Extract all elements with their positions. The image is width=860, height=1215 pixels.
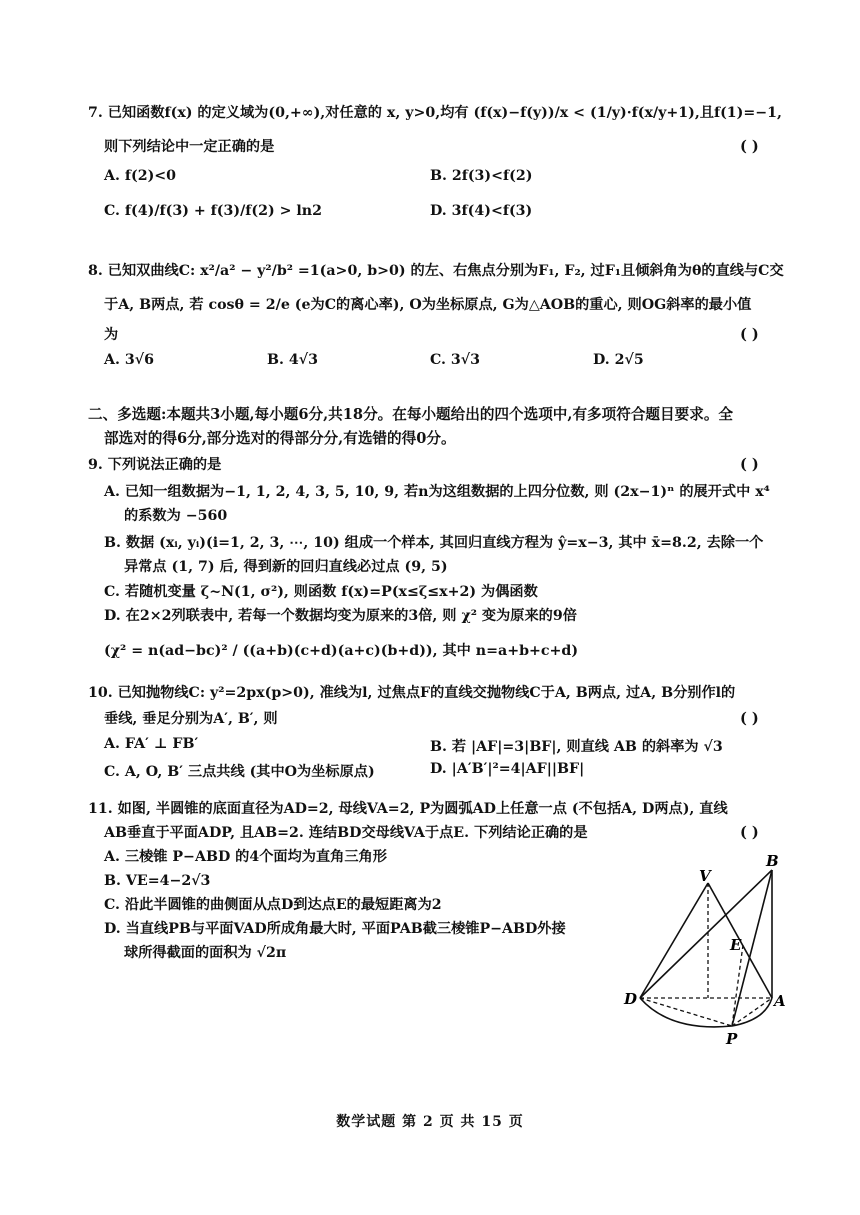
q7-option-b: B. 2f(3)<f(2) (430, 168, 533, 184)
q10-line1: 10. 已知抛物线C: y²=2px(p>0), 准线为l, 过焦点F的直线交抛物线C于A, B两点, 过A, B分别作l的 (88, 685, 736, 701)
label-a: A (774, 992, 786, 1010)
q10-option-d: D. |A′B′|²=4|AF||BF| (430, 761, 585, 777)
q10-line2: 垂线, 垂足分别为A′, B′, 则 (104, 711, 278, 727)
q7-answer-paren: ( ) (740, 138, 759, 155)
half-cone-figure (610, 850, 800, 1050)
q11-option-d-line1: D. 当直线PB与平面VAD所成角最大时, 平面PAB截三棱锥P−ABD外接 (104, 921, 566, 937)
label-p: P (726, 1030, 738, 1048)
q8-option-d: D. 2√5 (593, 352, 644, 368)
q9-answer-paren: ( ) (740, 456, 759, 473)
q11-option-d-line2: 球所得截面的面积为 √2π (124, 945, 287, 961)
q9-option-d-line1: D. 在2×2列联表中, 若每一个数据均变为原来的3倍, 则 χ² 变为原来的9倍 (104, 608, 577, 624)
q11-answer-paren: ( ) (740, 824, 759, 841)
label-d: D (624, 990, 638, 1008)
q7-line1: 7. 已知函数f(x) 的定义域为(0,+∞),对任意的 x, y>0,均有 (f(x)−f(y))/x < (1/y)·f(x/y+1),且f(1)=−1, (88, 105, 782, 121)
q8-answer-paren: ( ) (740, 326, 759, 343)
q11-line2: AB垂直于平面ADP, 且AB=2. 连结BD交母线VA于点E. 下列结论正确的是 (104, 825, 588, 841)
q8-option-a: A. 3√6 (104, 352, 154, 368)
q9-option-c: C. 若随机变量 ζ~N(1, σ²), 则函数 f(x)=P(x≤ζ≤x+2) 为偶函数 (104, 584, 538, 600)
q8-option-b: B. 4√3 (267, 352, 318, 368)
q9-option-a-line1: A. 已知一组数据为−1, 1, 2, 4, 3, 5, 10, 9, 若n为这组数据的上四分位数, 则 (2x−1)ⁿ 的展开式中 x⁴ (104, 484, 770, 500)
q10-answer-paren: ( ) (740, 710, 759, 727)
q10-option-c: C. A, O, B′ 三点共线 (其中O为坐标原点) (104, 764, 375, 780)
page-footer: 数学试题 第 2 页 共 15 页 (336, 1114, 524, 1130)
q8-line1: 8. 已知双曲线C: x²/a² − y²/b² =1(a>0, b>0) 的左、右焦点分别为F₁, F₂, 过F₁且倾斜角为θ的直线与C交 (88, 263, 784, 279)
segment-dp-dashed (640, 998, 732, 1026)
q9-option-b-line1: B. 数据 (xᵢ, yᵢ)(i=1, 2, 3, ⋯, 10) 组成一个样本, 其回归直线方程为 ŷ=x−3, 其中 x̄=8.2, 去除一个 (104, 535, 764, 551)
q7-option-d: D. 3f(4)<f(3) (430, 203, 533, 219)
q8-line3: 为 (104, 327, 119, 343)
segment-vd (640, 883, 708, 998)
q10-option-b: B. 若 |AF|=3|BF|, 则直线 AB 的斜率为 √3 (430, 739, 723, 755)
q7-line2: 则下列结论中一定正确的是 (104, 139, 275, 155)
q10-option-a: A. FA′ ⊥ FB′ (104, 736, 199, 752)
label-e: E (730, 936, 742, 954)
segment-bd (640, 870, 772, 998)
section2-header-line2: 部选对的得6分,部分选对的得部分分,有选错的得0分。 (104, 430, 456, 447)
q9-option-d-line2: (χ² = n(ad−bc)² / ((a+b)(c+d)(a+c)(b+d)), 其中 n=a+b+c+d) (104, 643, 579, 659)
segment-ep-dashed (732, 945, 743, 1026)
q7-option-a: A. f(2)<0 (104, 168, 177, 184)
q8-line2: 于A, B两点, 若 cosθ = 2/e (e为C的离心率), O为坐标原点, G为△AOB的重心, 则OG斜率的最小值 (104, 297, 752, 313)
label-v: V (699, 867, 711, 885)
q11-option-b: B. VE=4−2√3 (104, 873, 211, 889)
q11-option-a: A. 三棱锥 P−ABD 的4个面均为直角三角形 (104, 849, 387, 865)
label-b: B (766, 852, 779, 870)
q11-option-c: C. 沿此半圆锥的曲侧面从点D到达点E的最短距离为2 (104, 897, 442, 913)
q7-option-c: C. f(4)/f(3) + f(3)/f(2) > ln2 (104, 203, 322, 219)
q11-line1: 11. 如图, 半圆锥的底面直径为AD=2, 母线VA=2, P为圆弧AD上任意一点 (不包括A, D两点), 直线 (88, 801, 728, 817)
section2-header-line1: 二、多选题:本题共3小题,每小题6分,共18分。在每小题给出的四个选项中,有多项符合题目要求。全 (88, 406, 734, 423)
q9-stem: 9. 下列说法正确的是 (88, 457, 222, 473)
q8-option-c: C. 3√3 (430, 352, 480, 368)
q9-option-a-line2: 的系数为 −560 (124, 508, 228, 524)
q9-option-b-line2: 异常点 (1, 7) 后, 得到新的回归直线必过点 (9, 5) (124, 559, 448, 575)
